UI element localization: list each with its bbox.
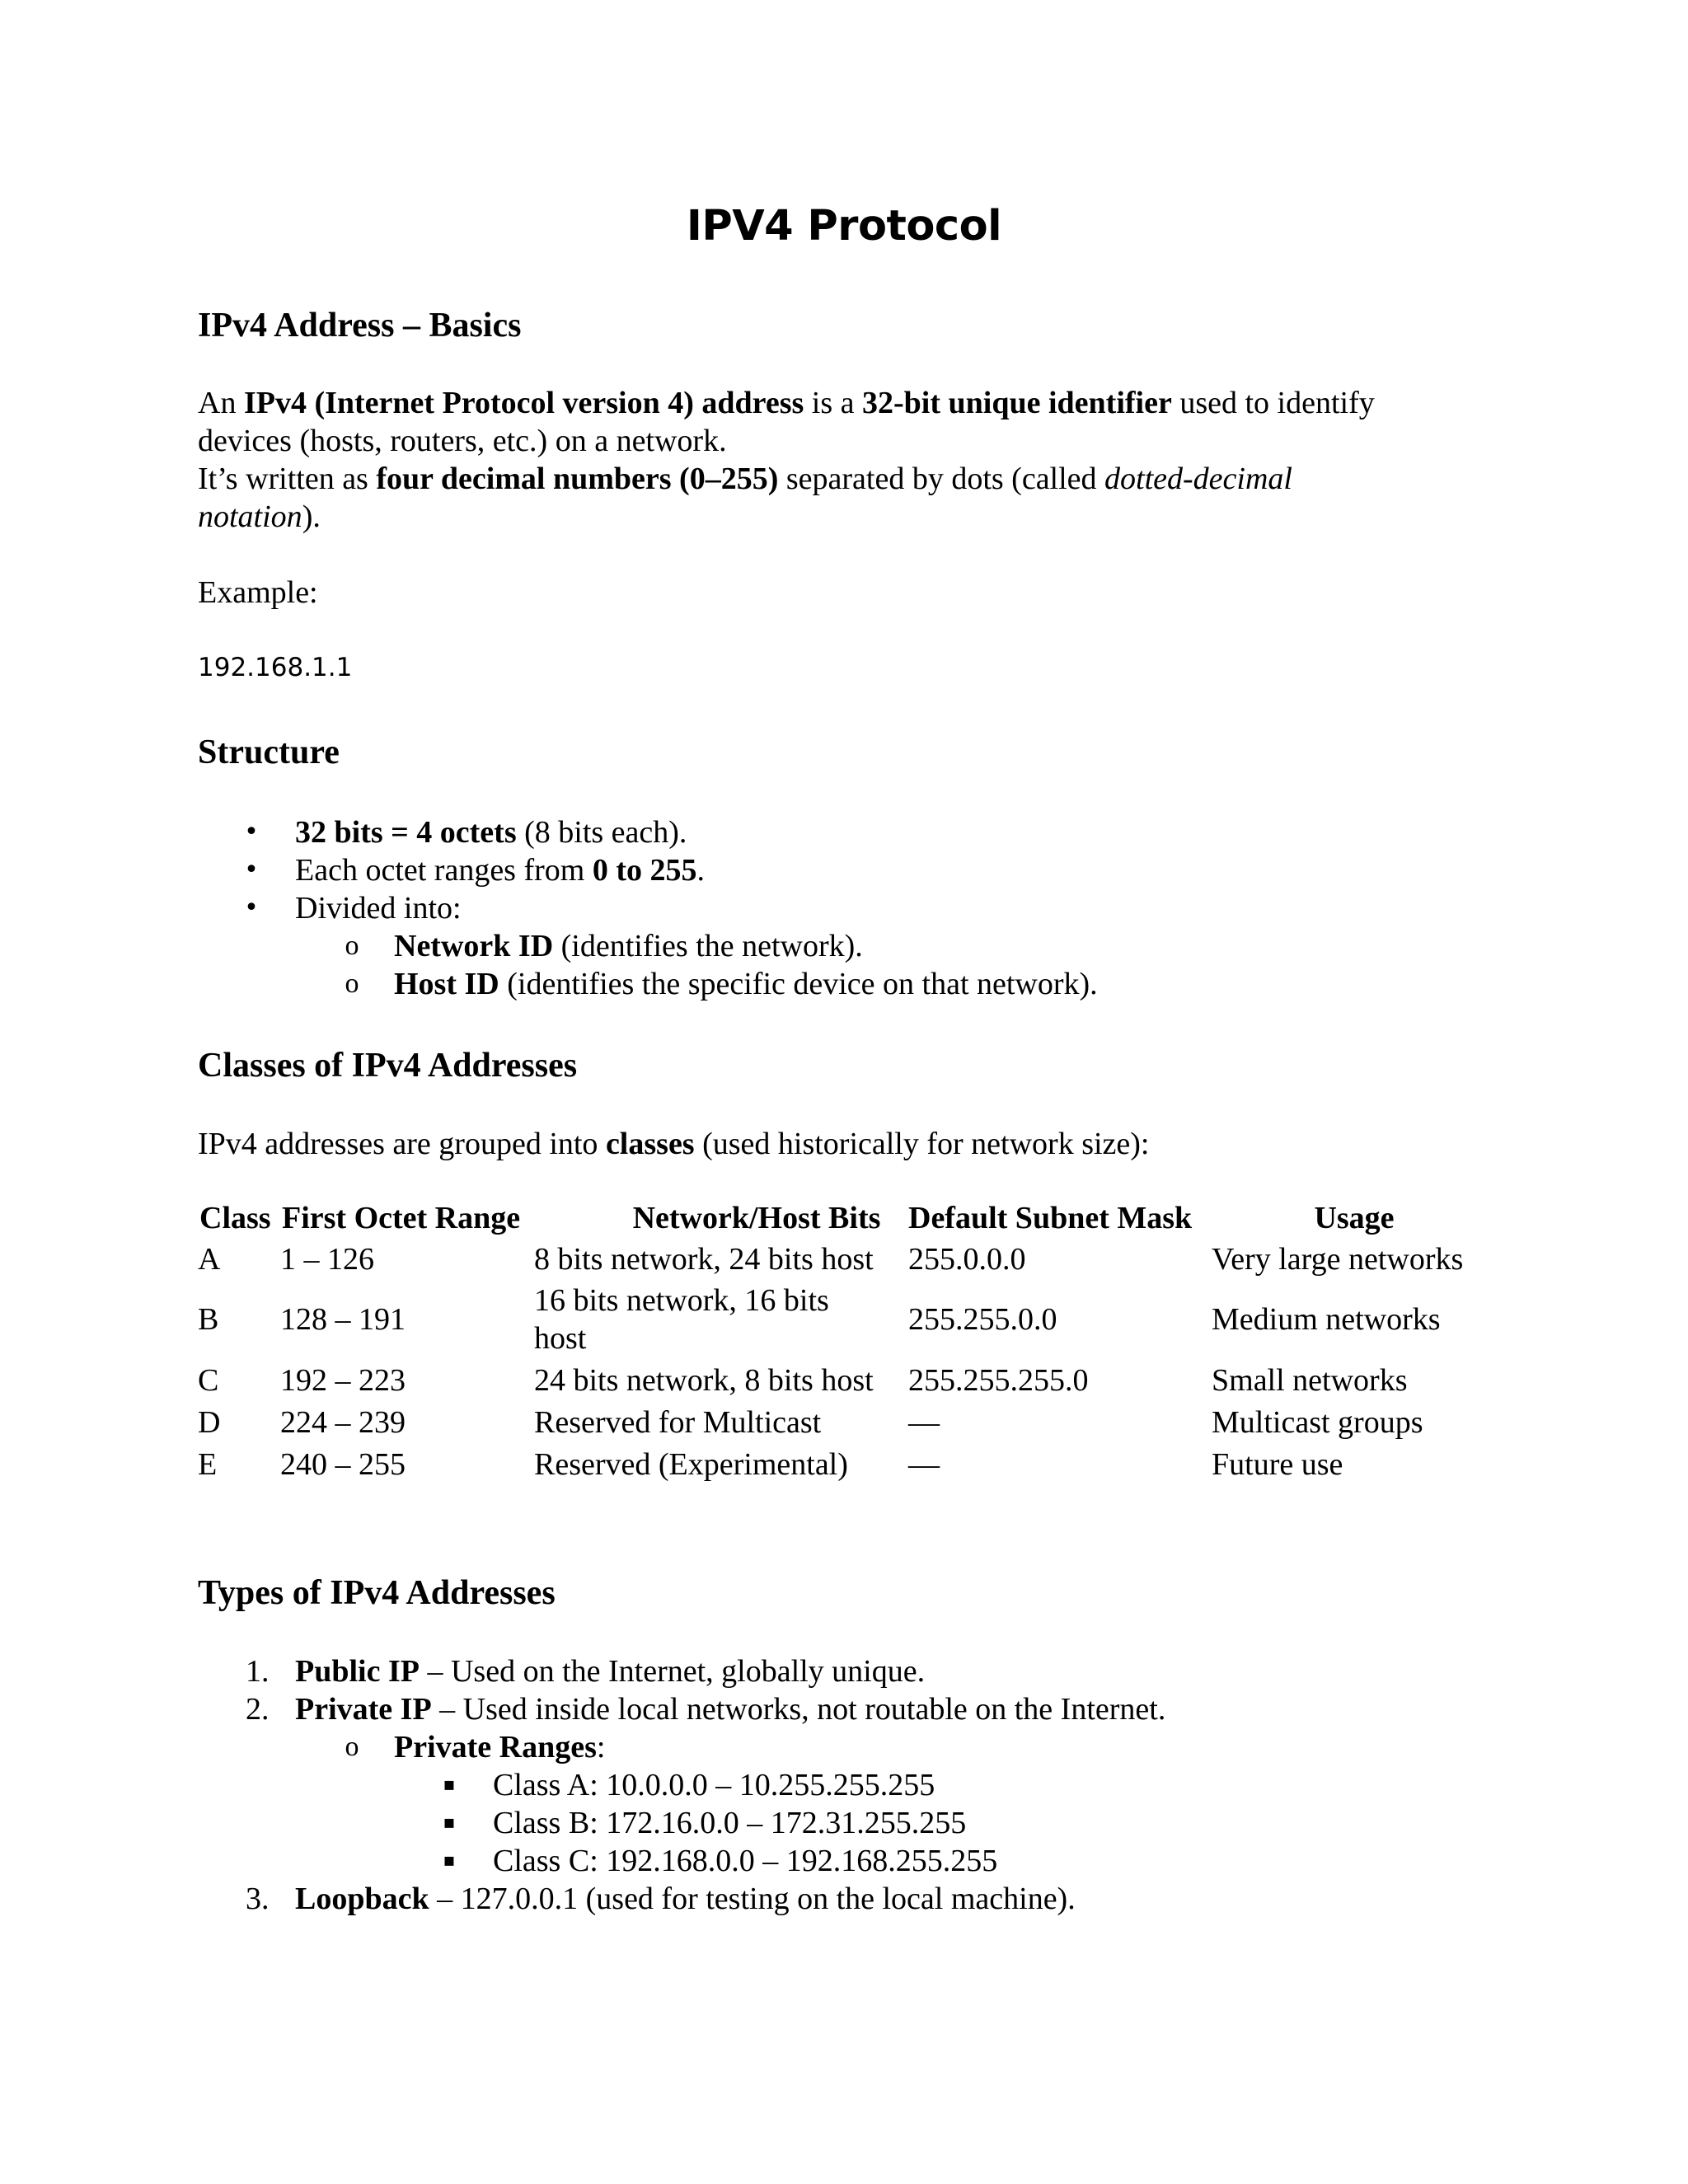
table-cell-bits-line-1: 16 bits network, 16 bits (534, 1283, 829, 1318)
classes-intro-line (198, 1125, 1484, 1163)
text-run: (identifies the network). (553, 929, 863, 963)
list-number: 2. (246, 1692, 270, 1727)
square-marker: ▪ (443, 1812, 456, 1833)
list-item-text (295, 1880, 1076, 1918)
table-cell-range: 240 – 255 (280, 1447, 406, 1482)
table-cell-usage: Future use (1212, 1447, 1343, 1482)
square-marker: ▪ (443, 1774, 456, 1795)
list-item-text: Class C: 192.168.0.0 – 192.168.255.255 (493, 1844, 998, 1878)
table-header-bits: Network/Host Bits (632, 1201, 881, 1235)
bold-run: IPv4 (Internet Protocol version 4) address (243, 386, 804, 420)
table-cell-mask: 255.0.0.0 (908, 1242, 1026, 1277)
text-run: : (596, 1730, 606, 1765)
text-run: separated by dots (called (778, 462, 1105, 496)
bold-run: 0 to 255 (592, 853, 697, 888)
bold-run: Loopback (295, 1882, 429, 1916)
table-cell-usage: Medium networks (1212, 1302, 1441, 1337)
bold-run: Public IP (295, 1654, 420, 1689)
section-heading-basics: IPv4 Address – Basics (198, 307, 522, 344)
text-run: An (198, 386, 244, 420)
basics-paragraph (198, 384, 1484, 536)
table-cell-bits: 24 bits network, 8 bits host (534, 1363, 874, 1398)
list-item-text (295, 1690, 1165, 1728)
table-cell-usage: Multicast groups (1212, 1405, 1423, 1440)
text-run: (identifies the specific device on that network). (499, 967, 1098, 1001)
text-run: (8 bits each). (516, 815, 687, 850)
table-cell-bits: 8 bits network, 24 bits host (534, 1242, 874, 1277)
bold-run: four decimal numbers (0–255) (376, 462, 779, 496)
bold-run: Private IP (295, 1692, 432, 1727)
text-run: Each octet ranges from (295, 853, 593, 888)
italic-run: dotted-decimal (1104, 462, 1292, 496)
text-run: . (696, 853, 705, 888)
table-cell-usage: Small networks (1212, 1363, 1408, 1398)
bullet-marker: • (244, 855, 259, 884)
list-item-text: Class B: 172.16.0.0 – 172.31.255.255 (493, 1806, 967, 1840)
section-heading-types: Types of IPv4 Addresses (198, 1574, 556, 1612)
table-cell-range: 1 – 126 (280, 1242, 374, 1277)
basics-line-3 (198, 460, 1484, 498)
table-cell-bits: Reserved for Multicast (534, 1405, 822, 1440)
text-run: – 127.0.0.1 (used for testing on the local machine). (429, 1882, 1076, 1916)
table-cell-class: E (198, 1447, 218, 1482)
square-marker: ▪ (443, 1850, 456, 1871)
list-item-text (295, 851, 705, 889)
text-run: IPv4 addresses are grouped into (198, 1127, 606, 1161)
section-heading-classes: Classes of IPv4 Addresses (198, 1047, 578, 1085)
example-ip-value: 192.168.1.1 (198, 653, 353, 682)
table-cell-mask: 255.255.255.0 (908, 1363, 1089, 1398)
table-cell-range: 128 – 191 (280, 1302, 406, 1337)
bullet-marker: • (244, 818, 259, 846)
table-cell-class: B (198, 1302, 219, 1337)
list-item-text (394, 927, 863, 965)
list-item-text (394, 1728, 605, 1766)
page-title: IPV4 Protocol (686, 202, 1002, 251)
table-cell-range: 192 – 223 (280, 1363, 406, 1398)
table-cell-bits: Reserved (Experimental) (534, 1447, 848, 1482)
table-cell-mask: — (908, 1447, 940, 1482)
bold-run: 32 bits = 4 octets (295, 815, 517, 850)
text-run: ). (302, 499, 321, 534)
list-item-text: Divided into: (295, 891, 462, 926)
bold-run: classes (605, 1127, 695, 1161)
bold-run: 32-bit unique identifier (862, 386, 1172, 420)
table-cell-range: 224 – 239 (280, 1405, 406, 1440)
example-label: Example: (198, 575, 318, 610)
table-header-usage: Usage (1314, 1201, 1395, 1235)
list-item-text (295, 813, 687, 851)
circle-marker: o (345, 930, 359, 961)
text-run: – Used inside local networks, not routable on the Internet. (431, 1692, 1166, 1727)
table-cell-mask: — (908, 1405, 940, 1440)
basics-line-4 (198, 498, 1484, 536)
list-item-text (295, 1652, 925, 1690)
list-number: 1. (246, 1654, 270, 1689)
list-number: 3. (246, 1882, 270, 1916)
basics-line-1 (198, 384, 1484, 422)
classes-intro (198, 1125, 1484, 1163)
table-header-class: Class (199, 1201, 271, 1235)
bullet-marker: • (244, 893, 259, 922)
bold-run: Private Ranges (394, 1730, 597, 1765)
bold-run: Host ID (394, 967, 499, 1001)
circle-marker: o (345, 1732, 359, 1762)
text-run: used to identify (1171, 386, 1375, 420)
text-run: (used historically for network size): (694, 1127, 1150, 1161)
italic-run: notation (198, 499, 302, 534)
bold-run: Network ID (394, 929, 554, 963)
text-run: is a (804, 386, 863, 420)
table-cell-bits-line-2: host (534, 1321, 587, 1356)
table-header-subnet-mask: Default Subnet Mask (908, 1201, 1193, 1235)
text-run: – Used on the Internet, globally unique. (419, 1654, 926, 1689)
table-cell-class: A (198, 1242, 221, 1277)
basics-line-2: devices (hosts, routers, etc.) on a network. (198, 424, 727, 458)
circle-marker: o (345, 968, 359, 999)
text-run: It’s written as (198, 462, 377, 496)
table-cell-class: D (198, 1405, 221, 1440)
list-item-text: Class A: 10.0.0.0 – 10.255.255.255 (493, 1768, 935, 1802)
table-cell-class: C (198, 1363, 219, 1398)
section-heading-structure: Structure (198, 733, 340, 771)
table-cell-usage: Very large networks (1212, 1242, 1464, 1277)
table-header-first-octet: First Octet Range (282, 1201, 521, 1235)
list-item-text (394, 965, 1098, 1003)
table-cell-mask: 255.255.0.0 (908, 1302, 1057, 1337)
